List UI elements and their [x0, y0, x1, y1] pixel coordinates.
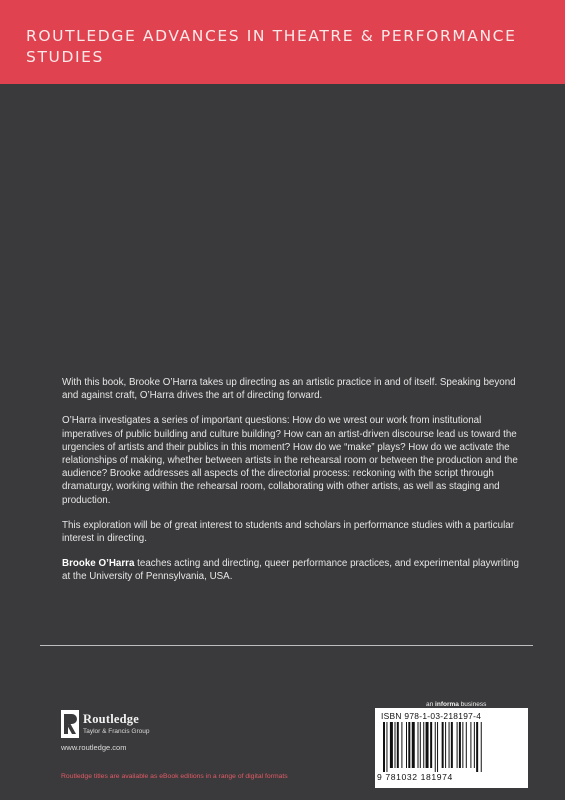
barcode-stripe	[397, 722, 399, 768]
series-title: ROUTLEDGE ADVANCES IN THEATRE & PERFORMANCE STUDIES	[26, 27, 517, 66]
barcode-stripe	[390, 722, 393, 768]
isbn-text: ISBN 978-1-03-218197-4	[381, 711, 482, 721]
barcode-stripe	[426, 722, 429, 768]
barcode-stripe	[401, 722, 402, 768]
publisher-url[interactable]: www.routledge.com	[61, 743, 127, 752]
barcode-stripe	[462, 722, 463, 768]
barcode-bars	[383, 722, 521, 772]
barcode-digits: 9 781032 181974	[377, 772, 453, 782]
barcode-stripe	[430, 722, 432, 768]
barcode-stripe	[437, 722, 438, 772]
author-bio-text: teaches acting and directing, queer performance practices, and experimental playwriting at the University of Pennsylvania, USA.	[62, 558, 519, 583]
barcode-stripe	[451, 722, 453, 768]
barcode-stripe	[406, 722, 407, 768]
divider-line	[40, 645, 533, 646]
barcode-stripe	[445, 722, 446, 768]
barcode-stripe	[395, 722, 396, 768]
barcode-stripe	[435, 722, 436, 772]
barcode-stripe	[466, 722, 467, 768]
series-banner	[0, 0, 565, 84]
barcode-stripe	[470, 722, 471, 768]
informa-brand: informa	[435, 701, 459, 708]
publisher-name: Routledge	[83, 712, 139, 726]
publisher-group: Taylor & Francis Group	[83, 728, 150, 735]
publisher-logo	[61, 710, 181, 738]
description-paragraph-2: O’Harra investigates a series of important questions: How do we wrest our work from institutional imperatives of public building and culture building? How can an artist-driven discourse lead us toward the urgencies of artists and their publics in this moment? How do we “make” plays? How do we activate the relationships of making, whether between artists in the rehearsal room or between the production and the audience? Brooke addresses all aspects of the directorial process: reckoning with the script through dramaturgy, working within the rehearsal room, collaborating with other artists, as well as staging and production.	[62, 415, 518, 506]
description-paragraph-3: This exploration will be of great interest to students and scholars in performance studies with a particular interest in directing.	[62, 519, 514, 545]
barcode-stripe	[476, 722, 478, 772]
barcode-stripe	[383, 722, 385, 772]
informa-tagline	[426, 701, 486, 708]
barcode-stripe	[481, 722, 482, 772]
barcode-stripe	[412, 722, 415, 768]
barcode-stripe	[457, 722, 458, 768]
barcode-stripe	[408, 722, 410, 768]
author-name: Brooke O’Harra	[62, 558, 135, 570]
informa-prefix: an	[426, 701, 436, 708]
book-description	[62, 376, 522, 596]
author-bio	[62, 557, 522, 583]
barcode-stripe	[459, 722, 461, 768]
barcode-stripe	[449, 722, 450, 768]
barcode-stripe	[418, 722, 419, 768]
description-paragraph-1: With this book, Brooke O’Harra takes up directing as an artistic practice in and of itself. Speaking beyond and against craft, O’Harra drives the art of directing forward.	[62, 377, 516, 402]
barcode-stripe	[386, 722, 387, 772]
barcode	[375, 708, 528, 788]
barcode-stripe	[423, 722, 424, 768]
informa-suffix: business	[458, 701, 487, 708]
barcode-stripe	[420, 722, 421, 768]
ebook-note: Routledge titles are available as eBook editions in a range of digital formats	[61, 773, 288, 780]
barcode-stripe	[474, 722, 475, 768]
barcode-stripe	[442, 722, 444, 768]
routledge-logo-icon	[61, 710, 79, 738]
